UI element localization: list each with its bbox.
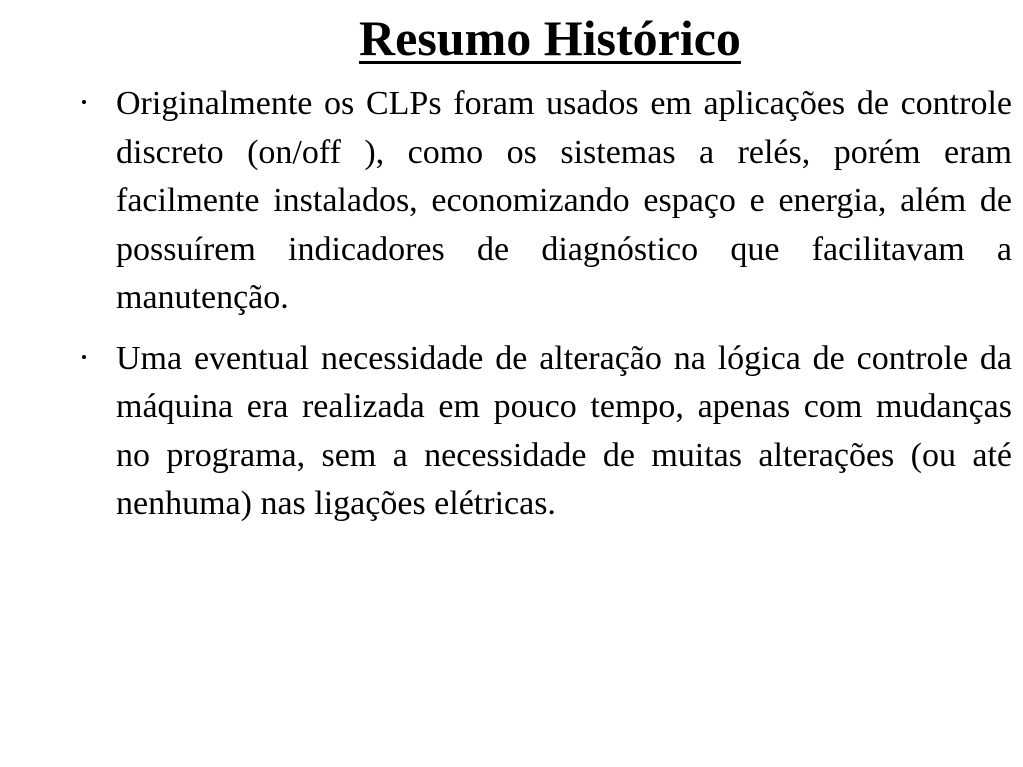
bullet-dot-icon (82, 100, 88, 106)
bullet-item (78, 80, 1012, 323)
bullet-list (78, 80, 1012, 541)
bullet-text: Uma eventual necessidade de alteração na lógica de controle da máquina era realizada em pouco tempo, apenas com mudanças no programa, sem a necessidade de muitas alterações (ou até nenhuma) nas ligações elétricas. (116, 339, 1012, 522)
slide-title: Resumo Histórico (359, 10, 741, 66)
bullet-item (78, 335, 1012, 529)
bullet-text: Originalmente os CLPs foram usados em aplicações de controle discreto (on/off ), como os sistemas a relés, porém eram facilmente instalados, economizando espaço e energia, além de possuírem indicadores de diagnóstico que facilitavam a manutenção. (116, 85, 1012, 316)
bullet-dot-icon (82, 355, 88, 361)
